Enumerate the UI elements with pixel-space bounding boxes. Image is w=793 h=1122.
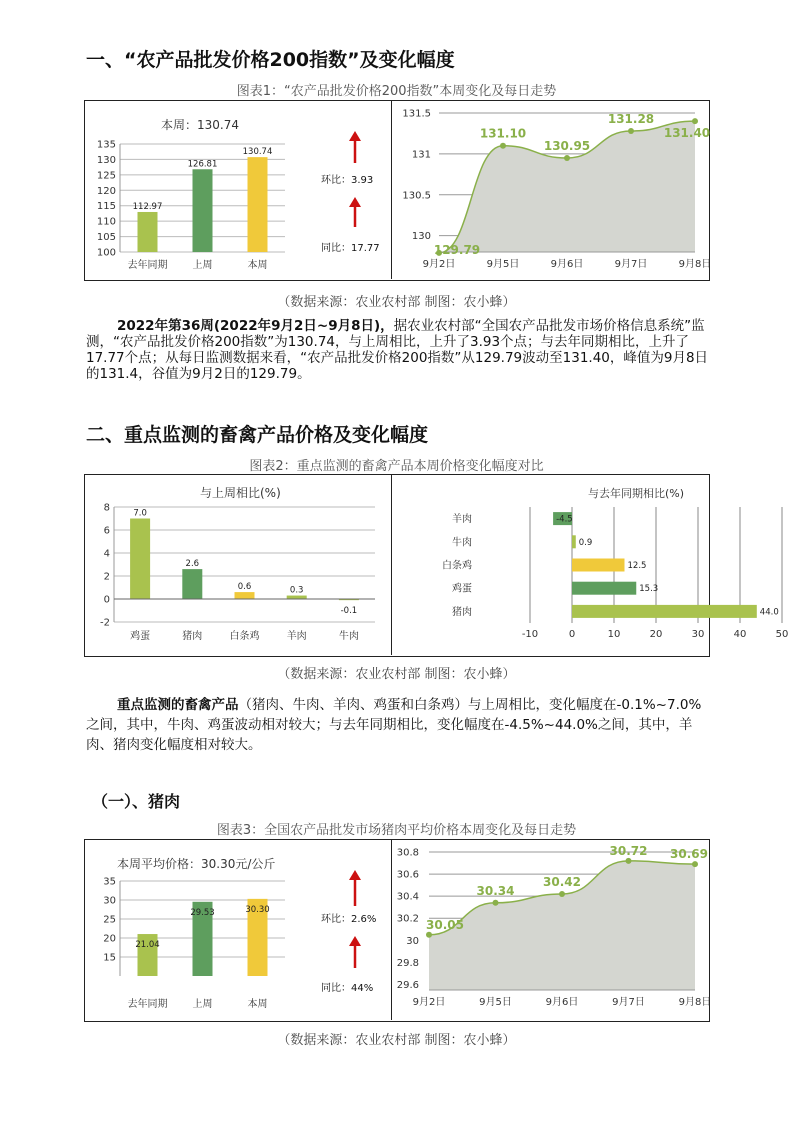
x-tick-label: 50 bbox=[775, 629, 789, 640]
y-tick-label: 白条鸡 bbox=[442, 560, 472, 572]
data-label: 2.6 bbox=[185, 559, 200, 570]
bar bbox=[182, 569, 202, 599]
mom-label: 环比：2.6% bbox=[321, 914, 377, 925]
x-tick-label: 9月6日 bbox=[550, 259, 584, 270]
yoy-label: 同比：17.77 bbox=[321, 243, 380, 254]
data-label: 0.3 bbox=[289, 585, 304, 596]
data-label: 30.34 bbox=[476, 883, 515, 898]
x-tick-label: 上周 bbox=[192, 999, 213, 1010]
figure2-vertical-bar-chart bbox=[85, 475, 391, 655]
y-tick-label: 130 bbox=[411, 231, 431, 243]
x-tick-label: 9月6日 bbox=[545, 997, 579, 1008]
data-label: 30.05 bbox=[426, 917, 464, 932]
x-tick-label: 去年同期 bbox=[127, 260, 168, 271]
x-tick-label: 9月5日 bbox=[486, 259, 520, 270]
data-point bbox=[564, 155, 570, 161]
data-label: 131.28 bbox=[607, 111, 655, 126]
x-tick-label: 猪肉 bbox=[182, 631, 203, 642]
yoy-label: 同比：44% bbox=[321, 983, 374, 994]
y-tick-label: 120 bbox=[96, 185, 116, 197]
y-tick-label: 30.8 bbox=[396, 847, 419, 859]
figure1-source: （数据来源：农业农村部 制图：农小蜂） bbox=[277, 295, 516, 310]
data-label: 130.74 bbox=[242, 147, 273, 158]
bar bbox=[572, 559, 625, 572]
x-tick-label: 去年同期 bbox=[127, 999, 168, 1010]
figure1-caption: 图表1：“农产品批发价格200指数”本周变化及每日走势 bbox=[236, 84, 557, 99]
data-label: 130.95 bbox=[543, 138, 591, 153]
bar bbox=[138, 212, 158, 252]
y-tick-label: 110 bbox=[96, 216, 116, 228]
data-label: 131.10 bbox=[479, 126, 527, 141]
y-tick-label: 130.5 bbox=[402, 190, 431, 202]
figure3-source: （数据来源：农业农村部 制图：农小蜂） bbox=[277, 1033, 516, 1048]
bar bbox=[287, 596, 307, 599]
x-tick-label: 20 bbox=[649, 629, 663, 640]
data-point bbox=[493, 900, 499, 906]
data-point bbox=[559, 891, 565, 897]
x-tick-label: 30 bbox=[691, 629, 705, 640]
yoy-arrow-head bbox=[349, 936, 361, 946]
x-tick-label: 9月7日 bbox=[614, 259, 648, 270]
data-label: 21.04 bbox=[135, 940, 160, 951]
section1-heading: 一、“农产品批发价格200指数”及变化幅度 bbox=[86, 49, 455, 71]
y-tick-label: 30.4 bbox=[396, 891, 419, 903]
y-tick-label: 100 bbox=[96, 247, 116, 259]
figure3-line-chart bbox=[393, 840, 712, 1020]
data-point bbox=[692, 118, 698, 124]
y-tick-label: 29.6 bbox=[396, 979, 419, 991]
figure2-horizontal-bar-chart bbox=[393, 475, 789, 655]
yoy-arrow-head bbox=[349, 197, 361, 207]
y-tick-label: 35 bbox=[103, 876, 116, 888]
section2-para-body: （猪肉、牛肉、羊肉、鸡蛋和白条鸡）与上周相比，变化幅度在-0.1%~7.0%之间，其中，牛肉、鸡蛋波动相对较大；与去年同期相比，变化幅度在-4.5%~44.0%之间，其中，羊肉、猪肉变化幅度相对较大。 bbox=[86, 697, 702, 753]
figure2-box bbox=[84, 474, 789, 657]
section1-paragraph bbox=[86, 318, 711, 382]
section2-para-lead: 重点监测的畜禽产品 bbox=[117, 697, 239, 713]
data-label: 30.69 bbox=[670, 847, 708, 862]
figure3-box bbox=[84, 839, 710, 1022]
mom-arrow-head bbox=[349, 870, 361, 880]
figure3-caption: 图表3：全国农产品批发市场猪肉平均价格本周变化及每日走势 bbox=[216, 823, 577, 838]
y-tick-label: 135 bbox=[96, 139, 116, 151]
figure2-caption: 图表2：重点监测的畜禽产品本周价格变化幅度对比 bbox=[249, 459, 544, 474]
y-tick-label: 115 bbox=[96, 201, 116, 213]
bar bbox=[572, 535, 576, 548]
chart-title: 与上周相比(%) bbox=[200, 486, 281, 500]
data-label: 30.72 bbox=[609, 843, 648, 858]
y-tick-label: 牛肉 bbox=[452, 537, 472, 549]
mom-arrow-head bbox=[349, 131, 361, 141]
chart-title: 与去年同期相比(%) bbox=[587, 487, 685, 500]
x-tick-label: 本周 bbox=[247, 260, 268, 271]
x-tick-label: 9月5日 bbox=[479, 997, 512, 1008]
y-tick-label: 105 bbox=[96, 232, 116, 244]
chart-title: 本周：130.74 bbox=[161, 118, 239, 132]
y-tick-label: 8 bbox=[103, 502, 110, 514]
data-point bbox=[692, 861, 698, 867]
y-tick-label: 6 bbox=[103, 525, 110, 537]
x-tick-label: 9月8日 bbox=[678, 259, 712, 270]
data-label: 7.0 bbox=[133, 508, 147, 519]
y-tick-label: 125 bbox=[96, 170, 116, 182]
y-tick-label: 25 bbox=[103, 914, 116, 926]
figure3-bar-chart bbox=[85, 840, 391, 1020]
figure2-source: （数据来源：农业农村部 制图：农小蜂） bbox=[277, 667, 516, 682]
x-tick-label: 本周 bbox=[247, 999, 268, 1010]
data-label: 0.6 bbox=[237, 582, 252, 593]
bar bbox=[572, 605, 757, 618]
data-label: 131.40 bbox=[663, 126, 711, 141]
bar bbox=[193, 169, 213, 252]
figure1-line-chart bbox=[393, 101, 712, 279]
y-tick-label: 2 bbox=[103, 571, 110, 583]
data-label: 126.81 bbox=[187, 159, 218, 170]
section1-para-lead: 2022年第36周(2022年9月2日~9月8日)， bbox=[117, 318, 394, 334]
section2-paragraph bbox=[86, 695, 711, 755]
data-label: 30.42 bbox=[543, 874, 581, 889]
figure1-bar-chart bbox=[85, 101, 391, 279]
y-tick-label: 30 bbox=[103, 895, 116, 907]
data-label: 44.0 bbox=[759, 607, 779, 618]
y-tick-label: 15 bbox=[103, 952, 116, 964]
x-tick-label: 9月2日 bbox=[422, 259, 456, 270]
data-label: 30.30 bbox=[245, 904, 270, 915]
y-tick-label: 鸡蛋 bbox=[452, 583, 472, 595]
data-label: 12.5 bbox=[627, 561, 647, 571]
bar bbox=[130, 519, 150, 600]
x-tick-label: 牛肉 bbox=[338, 631, 359, 642]
y-tick-label: 130 bbox=[96, 154, 116, 166]
y-tick-label: 29.8 bbox=[396, 957, 419, 969]
y-tick-label: 20 bbox=[103, 933, 116, 945]
data-label: 129.79 bbox=[433, 242, 481, 257]
data-label: -0.1 bbox=[340, 606, 358, 616]
x-tick-label: 白条鸡 bbox=[229, 631, 260, 642]
data-point bbox=[500, 143, 506, 149]
data-label: 15.3 bbox=[639, 584, 659, 595]
bar bbox=[572, 582, 636, 595]
x-tick-label: 9月2日 bbox=[412, 997, 446, 1008]
x-tick-label: 9月8日 bbox=[678, 997, 712, 1008]
bar bbox=[235, 592, 255, 599]
y-tick-label: 羊肉 bbox=[452, 514, 472, 526]
section1-para-body: 据农业农村部“全国农产品批发市场价格信息系统”监测，“农产品批发价格200指数”为130.74，与上周相比，上升了3.93个点；与去年同期相比，上升了17.77个点；从每日监测数据来看，“农产品批发价格200指数”从129.79波动至131.40，峰值为9月8日的131.4，谷值为9月2日的129.79。 bbox=[86, 318, 709, 382]
bar bbox=[248, 157, 268, 252]
x-tick-label: 鸡蛋 bbox=[130, 631, 151, 642]
data-label: 0.9 bbox=[578, 537, 593, 548]
x-tick-label: 上周 bbox=[192, 260, 213, 271]
data-point bbox=[626, 858, 632, 864]
chart-title: 本周平均价格：30.30元/公斤 bbox=[117, 857, 276, 871]
section3-heading: （一）、猪肉 bbox=[92, 792, 181, 811]
y-tick-label: 猪肉 bbox=[452, 606, 472, 618]
x-tick-label: 0 bbox=[568, 629, 576, 640]
y-tick-label: 131.5 bbox=[402, 108, 431, 120]
y-tick-label: -2 bbox=[100, 617, 110, 629]
y-tick-label: 30.2 bbox=[396, 913, 419, 925]
x-tick-label: 9月7日 bbox=[612, 997, 645, 1008]
x-tick-label: 10 bbox=[607, 629, 621, 640]
section2-heading: 二、重点监测的畜禽产品价格及变化幅度 bbox=[86, 424, 429, 446]
y-tick-label: 30.6 bbox=[396, 869, 419, 881]
figure1-box bbox=[84, 100, 710, 281]
x-tick-label: 羊肉 bbox=[286, 631, 307, 642]
y-tick-label: 0 bbox=[103, 594, 110, 606]
y-tick-label: 4 bbox=[103, 548, 110, 560]
data-label: -4.5 bbox=[556, 514, 573, 525]
data-label: 29.53 bbox=[190, 907, 215, 918]
x-tick-label: 40 bbox=[733, 629, 747, 640]
data-point bbox=[426, 932, 432, 938]
data-label: 112.97 bbox=[132, 201, 163, 212]
y-tick-label: 131 bbox=[411, 149, 431, 161]
y-tick-label: 30 bbox=[406, 935, 419, 947]
x-tick-label: -10 bbox=[521, 629, 539, 640]
mom-label: 环比：3.93 bbox=[321, 175, 374, 186]
data-point bbox=[628, 128, 634, 134]
